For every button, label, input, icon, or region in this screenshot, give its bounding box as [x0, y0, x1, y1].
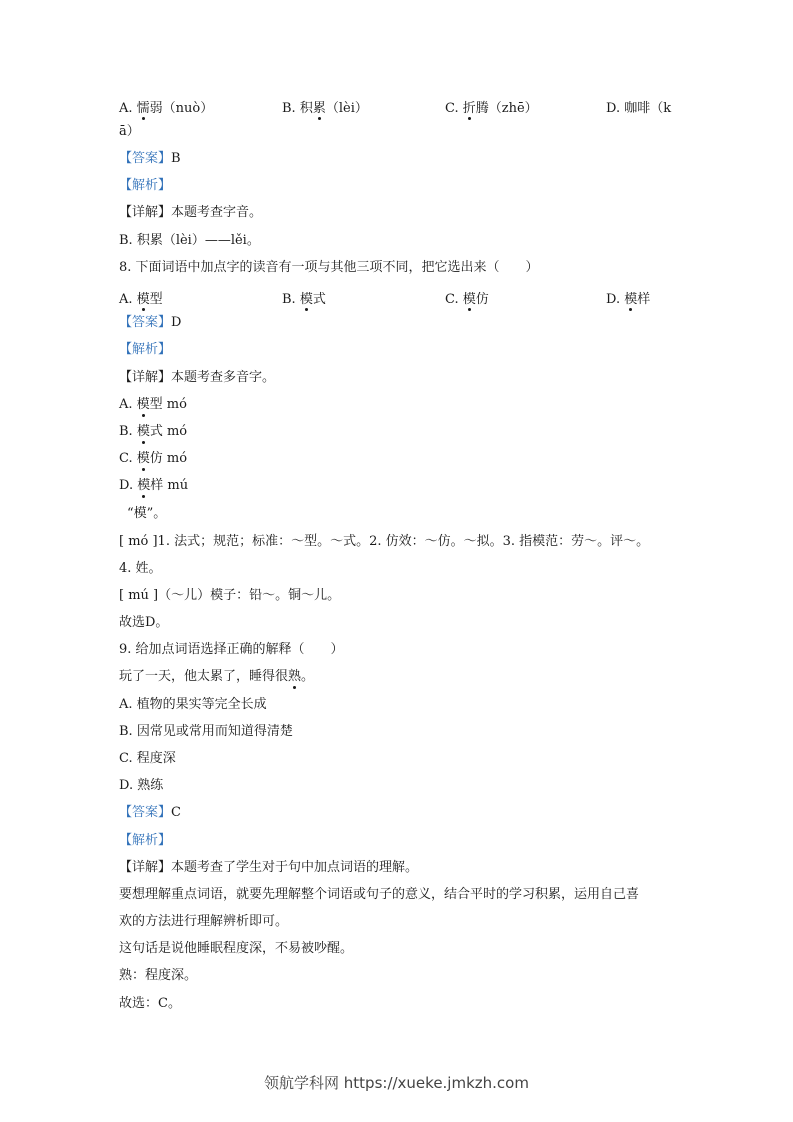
q8-options [119, 288, 679, 306]
q8-question: 8. 下面词语中加点字的读音有一项与其他三项不同，把它选出来（ ） [119, 260, 539, 275]
dotted-char: 熟 [288, 669, 302, 684]
q9-answer: 【答案】C [119, 805, 181, 820]
q9-para1-line2: 欢的方法进行理解辨析即可。 [119, 914, 289, 929]
q9-conclusion: 故选：C。 [119, 996, 181, 1011]
q9-option-d: D. 熟练 [119, 778, 164, 793]
q7-option-c: C. 折腾（zhē） [445, 97, 538, 116]
q8-reading-c: C. 模仿 mó [119, 451, 188, 466]
q7-option-d: D. 咖啡（k [606, 101, 672, 116]
q8-detail: 【详解】本题考查多音字。 [119, 370, 276, 385]
q9-sentence: 玩了一天，他太累了，睡得很熟。 [119, 669, 315, 684]
q7-analysis-tag: 【解析】 [119, 178, 172, 193]
q8-analysis-tag: 【解析】 [119, 342, 172, 357]
dotted-char: 模 [136, 424, 150, 439]
dotted-char: 模 [137, 478, 151, 493]
q9-option-b: B. 因常见或常用而知道得清楚 [119, 724, 293, 739]
dotted-char: 模 [624, 288, 637, 307]
q9-para2: 这句话是说他睡眠程度深，不易被吵醒。 [119, 941, 354, 956]
dotted-char: 模 [136, 451, 150, 466]
dotted-char: 模 [136, 397, 150, 412]
q8-option-b: B. 模式 [282, 288, 326, 307]
q8-option-d: D. 模样 [606, 288, 650, 307]
q7-option-d-wrap: ā） [119, 124, 140, 139]
q8-option-a: A. 模型 [119, 288, 163, 307]
q8-def-mo-cont: 4. 姓。 [119, 561, 162, 576]
q8-conclusion: 故选D。 [119, 615, 169, 630]
q9-para1-line1: 要想理解重点词语，就要先理解整个词语或句子的意义，结合平时的学习积累，运用自己喜 [119, 887, 640, 902]
footer-watermark: 领航学科网 https://xueke.jmkzh.com [264, 1074, 529, 1092]
q9-option-c: C. 程度深 [119, 751, 176, 766]
q9-analysis-tag: 【解析】 [119, 833, 172, 848]
q7-options [119, 97, 679, 115]
q8-reading-b: B. 模式 mó [119, 424, 188, 439]
q7-option-b: B. 积累（lèi） [282, 97, 368, 116]
q9-detail: 【详解】本题考查了学生对于句中加点词语的理解。 [119, 860, 419, 875]
q8-char-quote: “模”。 [127, 506, 167, 521]
q8-reading-a: A. 模型 mó [119, 397, 187, 412]
q9-para3: 熟：程度深。 [119, 968, 198, 983]
q8-answer: 【答案】D [119, 315, 182, 330]
q8-reading-d: D. 模样 mú [119, 478, 189, 493]
dotted-char: 累 [313, 97, 326, 116]
dotted-char: 模 [463, 288, 476, 307]
q8-def-mu: [ mú ]（～儿）模子：铅～。铜～儿。 [119, 588, 341, 603]
dotted-char: 模 [137, 288, 150, 307]
q8-option-c: C. 模仿 [445, 288, 489, 307]
q7-option-a: A. 懦弱（nuò） [119, 97, 213, 116]
q7-note: B. 积累（lèi）——lěi。 [119, 233, 260, 248]
q8-def-mo: [ mó ]1. 法式；规范；标准：～型。～式。2. 仿效：～仿。～拟。3. 指模范：劳～。评～。 [119, 534, 650, 549]
dotted-char: 懦 [137, 97, 150, 116]
q7-detail: 【详解】本题考查字音。 [119, 205, 263, 220]
q9-question: 9. 给加点词语选择正确的解释（ ） [119, 642, 344, 657]
q9-option-a: A. 植物的果实等完全长成 [119, 697, 267, 712]
q7-answer: 【答案】B [119, 151, 181, 166]
dotted-char: 折 [463, 97, 476, 116]
dotted-char: 模 [300, 288, 313, 307]
